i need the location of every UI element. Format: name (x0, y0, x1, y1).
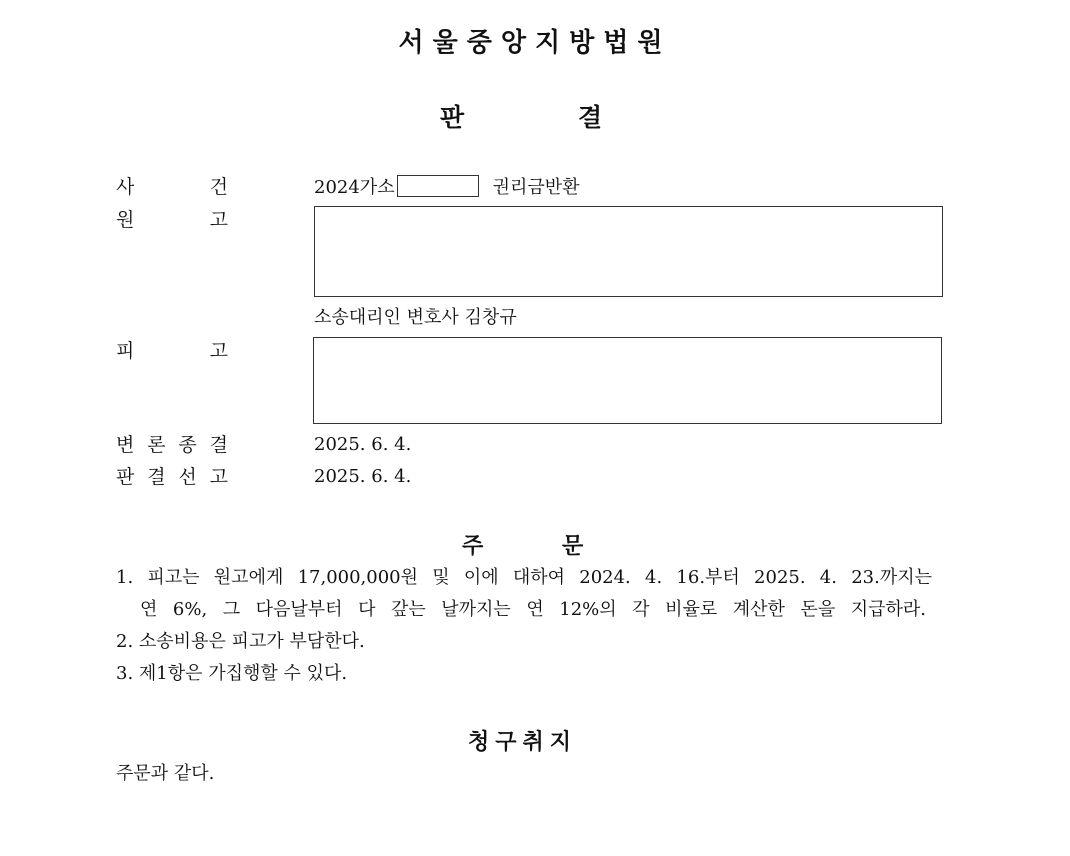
case-number-prefix: 2024가소 (314, 177, 395, 198)
judgment-label: 판 결 선 고 (116, 466, 228, 488)
plaintiff-label: 원 고 (116, 209, 228, 231)
order-item-1-line-1: 1. 피고는 원고에게 17,000,000원 및 이에 대하여 2024. 4. 16.부터 2025. 4. 23.까지는 (116, 567, 932, 588)
redacted-defendant-box (313, 337, 942, 424)
case-name: 권리금반환 (492, 177, 580, 198)
judgment-date: 2025. 6. 4. (314, 466, 412, 487)
plaintiff-attorney: 소송대리인 변호사 김창규 (314, 307, 517, 328)
case-number (314, 175, 580, 200)
document-title-left: 판 (440, 103, 465, 132)
court-name: 서울중앙지방법원 (398, 28, 672, 58)
order-title-left: 주 (462, 534, 484, 559)
order-item-1-line-2: 연 6%, 그 다음날부터 다 갚는 날까지는 연 12%의 각 비율로 계산한 돈을 지급하라. (140, 599, 926, 620)
case-label: 사 건 (116, 176, 228, 198)
closing-label: 변 론 종 결 (116, 434, 228, 456)
defendant-label: 피 고 (116, 340, 228, 362)
redacted-plaintiff-box (314, 206, 943, 297)
order-title-right: 문 (562, 534, 584, 559)
claim-body: 주문과 같다. (116, 763, 215, 784)
order-item-3: 3. 제1항은 가집행할 수 있다. (116, 663, 348, 684)
order-item-2: 2. 소송비용은 피고가 부담한다. (116, 631, 365, 652)
redacted-case-number (397, 175, 479, 197)
closing-date: 2025. 6. 4. (314, 434, 412, 455)
claim-title: 청구취지 (468, 730, 578, 755)
document-title-right: 결 (578, 103, 603, 132)
